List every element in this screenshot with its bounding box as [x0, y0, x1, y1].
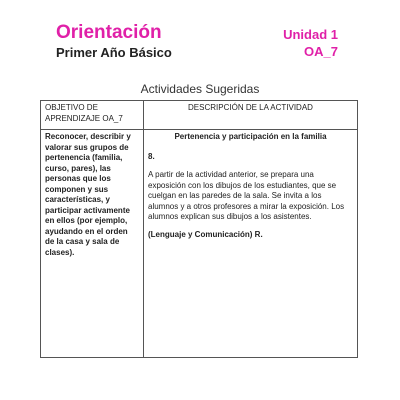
objective-text: Reconocer, describir y valorar sus grupos de pertenencia (familia, curso, pares), las personas que los componen y sus características, y participar activamente en ellos (por ejemplo, ayudando en el orden de la casa y sala de clases).: [41, 130, 144, 358]
activity-number: 8.: [148, 151, 155, 161]
header-left: [56, 22, 172, 61]
activity-title: Pertenencia y participación en la familia: [174, 132, 327, 141]
header-right: [283, 27, 338, 60]
objective-header: OBJETIVO DE APRENDIZAJE OA_7: [41, 101, 144, 130]
grade-label: Primer Año Básico: [56, 45, 172, 60]
table-header-row: [41, 101, 358, 130]
activity-body: A partir de la actividad anterior, se prepara una exposición con los dibujos de los estudiantes, que se cuelgan en las paredes de la sala. Se invita a los alumnos y a otros profesores a mirar la exposición. Los alumnos explican sus dibujos a los asistentes.: [148, 170, 345, 221]
activity-description: [144, 130, 358, 358]
subject-title: Orientación: [56, 22, 162, 43]
activity-reference: (Lenguaje y Comunicación) R.: [148, 229, 263, 239]
section-title: Actividades Sugeridas: [140, 82, 260, 96]
table-row: [41, 130, 358, 358]
unit-label: Unidad 1: [283, 27, 338, 42]
oa-label: OA_7: [304, 44, 338, 59]
description-header: DESCRIPCIÓN DE LA ACTIVIDAD: [144, 101, 358, 130]
activities-table: [40, 100, 358, 358]
